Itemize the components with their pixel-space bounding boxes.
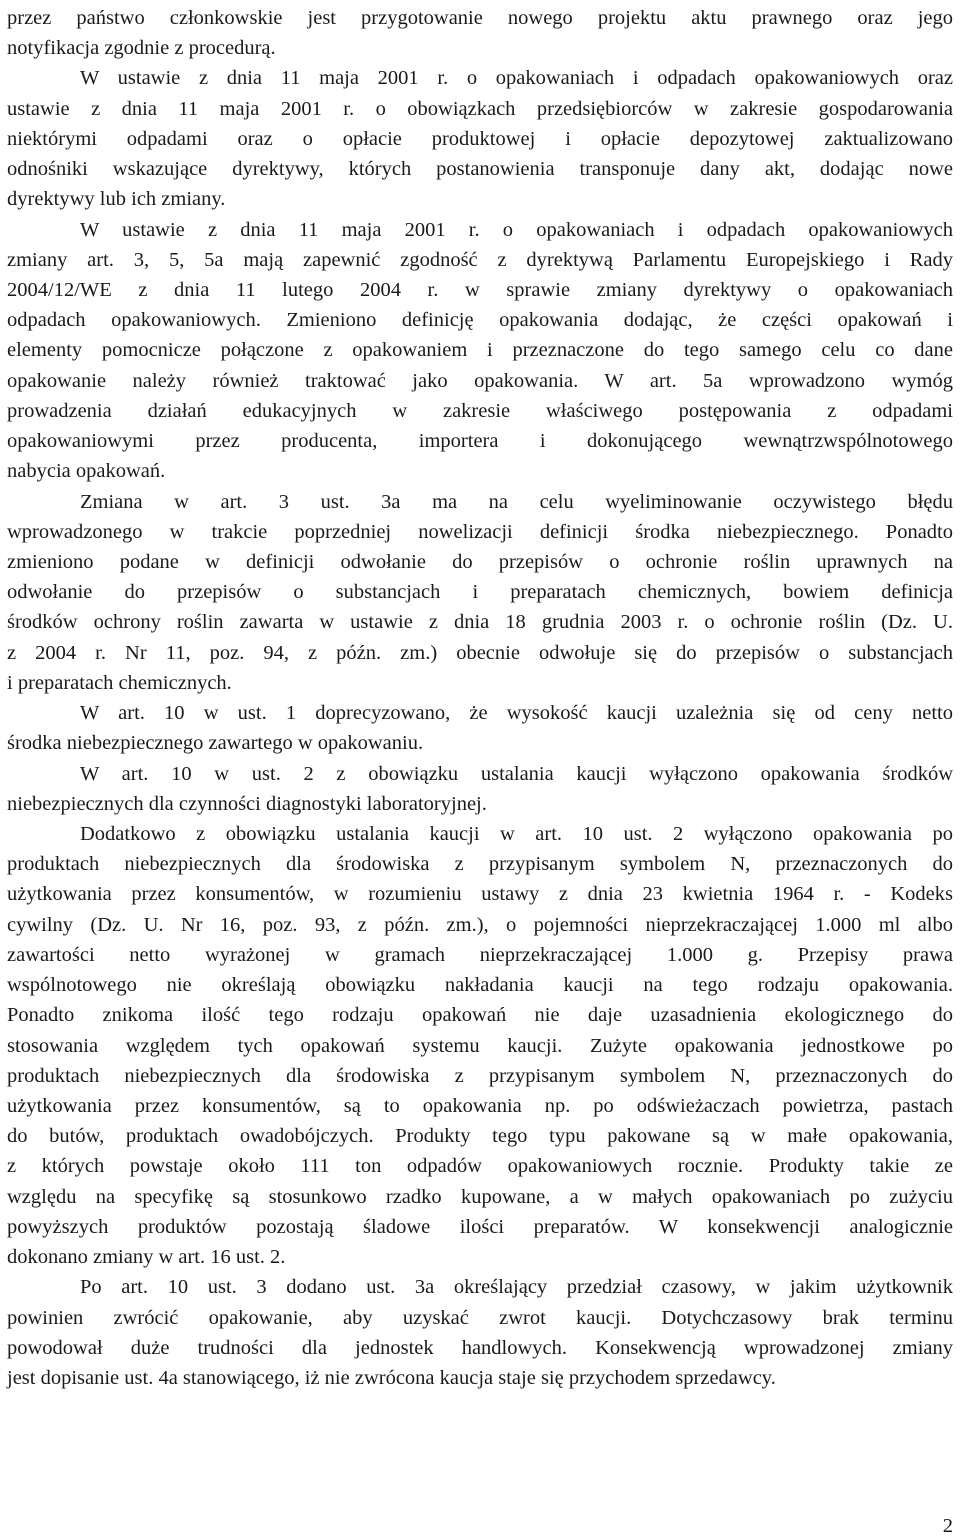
text-line: powodował duże trudności dla jednostek handlowych. Konsekwencją wprowadzonej zmiany	[7, 1336, 953, 1359]
text-line: dokonano zmiany w art. 16 ust. 2.	[7, 1246, 286, 1268]
text-line: odwołanie do przepisów o substancjach i preparatach chemicznych, bowiem definicja	[7, 581, 953, 604]
text-line: W art. 10 w ust. 2 z obowiązku ustalania kaucji wyłączono opakowania środków	[80, 762, 953, 785]
text-line: odpadach opakowaniowych. Zmieniono definicję opakowania dodając, że części opakowań i	[7, 309, 953, 332]
text-line: produktach niebezpiecznych dla środowiska z przypisanym symbolem N, przeznaczonych do	[7, 853, 953, 876]
text-line: powinien zwrócić opakowanie, aby uzyskać zwrot kaucji. Dotychczasowy brak terminu	[7, 1306, 953, 1329]
text-line: opakowanie należy również traktować jako opakowania. W art. 5a wprowadzono wymóg	[7, 369, 953, 392]
text-line: środka niebezpiecznego zawartego w opakowaniu.	[7, 732, 424, 755]
text-line: produktach niebezpiecznych dla środowiska z przypisanym symbolem N, przeznaczonych do	[7, 1064, 953, 1087]
text-line: stosowania względem tych opakowań systemu kaucji. Zużyte opakowania jednostkowe po	[7, 1034, 953, 1057]
text-line: Ponadto znikoma ilość tego rodzaju opakowań nie daje uzasadnienia ekologicznego do	[7, 1004, 953, 1027]
text-line: użytkowania przez konsumentów, są to opakowania np. po odświeżaczach powietrza, pastach	[7, 1094, 953, 1117]
text-line: wprowadzonego w trakcie poprzedniej nowelizacji definicji środka niebezpiecznego. Ponadto	[7, 520, 953, 543]
text-line: niebezpiecznych dla czynności diagnostyki laboratoryjnej.	[7, 792, 487, 815]
text-line: notyfikacja zgodnie z procedurą.	[7, 37, 276, 60]
text-line: z których powstaje około 111 ton odpadów opakowaniowych rocznie. Produkty takie ze	[7, 1155, 953, 1178]
text-line: opakowaniowymi przez producenta, importera i dokonującego wewnątrzwspólnotowego	[7, 430, 953, 453]
text-line: W ustawie z dnia 11 maja 2001 r. o opakowaniach i odpadach opakowaniowych	[80, 218, 953, 241]
text-line: zawartości netto wyrażonej w gramach nieprzekraczającej 1.000 g. Przepisy prawa	[7, 943, 953, 966]
text-line: do butów, produktach owadobójczych. Produkty tego typu pakowane są w małe opakowania,	[7, 1125, 953, 1148]
text-line: elementy pomocnicze połączone z opakowaniem i przeznaczone do tego samego celu co dane	[7, 339, 953, 362]
text-line: 2004/12/WE z dnia 11 lutego 2004 r. w sprawie zmiany dyrektywy o opakowaniach	[7, 279, 953, 301]
text-line: zmiany art. 3, 5, 5a mają zapewnić zgodność z dyrektywą Parlamentu Europejskiego i Rady	[7, 248, 953, 271]
text-line: wspólnotowego nie określają obowiązku nakładania kaucji na tego rodzaju opakowania.	[7, 974, 953, 996]
text-line: zmieniono podane w definicji odwołanie do przepisów o ochronie roślin uprawnych na	[7, 551, 953, 573]
text-line: nabycia opakowań.	[7, 460, 166, 483]
text-line: Po art. 10 ust. 3 dodano ust. 3a określający przedział czasowy, w jakim użytkownik	[80, 1276, 953, 1299]
page-number: 2	[942, 1515, 953, 1537]
text-line: prowadzenia działań edukacyjnych w zakresie właściwego postępowania z odpadami	[7, 399, 953, 422]
text-line: niektórymi odpadami oraz o opłacie produktowej i opłacie depozytowej zaktualizowano	[7, 127, 953, 150]
text-line: przez państwo członkowskie jest przygotowanie nowego projektu aktu prawnego oraz jego	[7, 7, 953, 29]
text-line: środków ochrony roślin zawarta w ustawie z dnia 18 grudnia 2003 r. o ochronie roślin (Dz. U.	[7, 611, 953, 634]
text-line: z 2004 r. Nr 11, poz. 94, z późn. zm.) obecnie odwołuje się do przepisów o substancjach	[7, 641, 953, 664]
text-line: odnośniki wskazujące dyrektywy, których postanowienia transponuje dany akt, dodając nowe	[7, 158, 953, 181]
text-line: użytkowania przez konsumentów, w rozumieniu ustawy z dnia 23 kwietnia 1964 r. - Kodeks	[7, 883, 953, 906]
text-line: Zmiana w art. 3 ust. 3a ma na celu wyeliminowanie oczywistego błędu	[80, 490, 953, 513]
text-line: Dodatkowo z obowiązku ustalania kaucji w art. 10 ust. 2 wyłączono opakowania po	[80, 822, 953, 845]
text-line: cywilny (Dz. U. Nr 16, poz. 93, z późn. zm.), o pojemności nieprzekraczającej 1.000 ml albo	[7, 913, 953, 936]
text-line: W art. 10 w ust. 1 doprecyzowano, że wysokość kaucji uzależnia się od ceny netto	[80, 702, 953, 725]
text-line: dyrektywy lub ich zmiany.	[7, 188, 226, 211]
text-line: W ustawie z dnia 11 maja 2001 r. o opakowaniach i odpadach opakowaniowych oraz	[80, 67, 953, 90]
text-line: względu na specyfikę są stosunkowo rzadko kupowane, a w małych opakowaniach po zużyciu	[7, 1185, 953, 1208]
text-line: ustawie z dnia 11 maja 2001 r. o obowiązkach przedsiębiorców w zakresie gospodarowania	[7, 97, 953, 120]
text-line: i preparatach chemicznych.	[7, 671, 232, 694]
text-line: powyższych produktów pozostają śladowe ilości preparatów. W konsekwencji analogicznie	[7, 1215, 953, 1238]
text-line: jest dopisanie ust. 4a stanowiącego, iż nie zwrócona kaucja staje się przychodem sprzedawcy.	[7, 1366, 776, 1389]
